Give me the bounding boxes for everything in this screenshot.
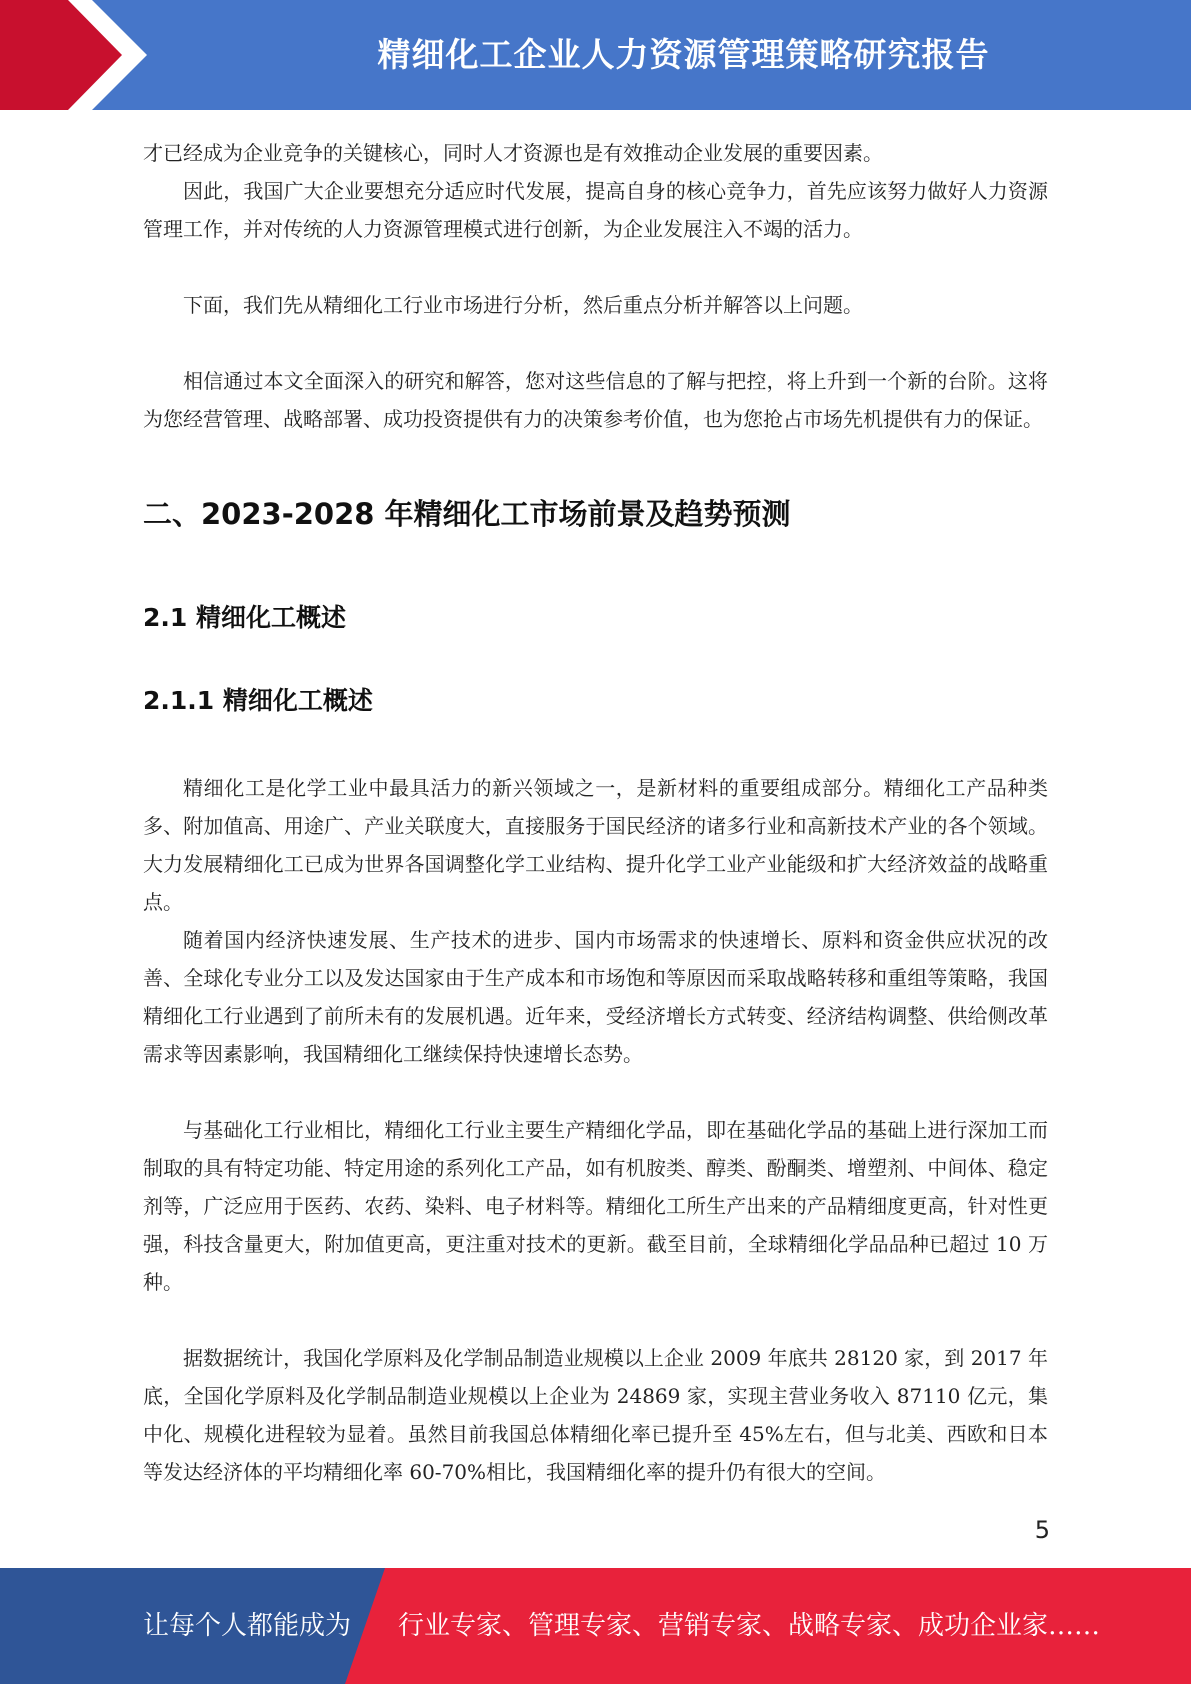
body-paragraph-4: 据数据统计，我国化学原料及化学制品制造业规模以上企业 2009 年底共 28120 家，到 2017 年底，全国化学原料及化学制品制造业规模以上企业为 24869 家，实现主营业务收入 87110 亿元，集中化、规模化进程较为显着。虽然目前我国总体精细化率已提升至 45%左右，但与北美、西欧和日本等发达经济体的平均精细化率 60-70%相比，我国精细化率的提升仍有很大的空间。 [143, 1346, 1048, 1484]
intro-paragraph-4: 相信通过本文全面深入的研究和解答，您对这些信息的了解与把控，将上升到一个新的台阶。这将为您经营管理、战略部署、成功投资提供有力的决策参考价值，也为您抢占市场先机提供有力的保证。 [143, 369, 1048, 431]
intro-paragraph-2: 因此，我国广大企业要想充分适应时代发展，提高自身的核心竞争力，首先应该努力做好人力资源管理工作，并对传统的人力资源管理模式进行创新，为企业发展注入不竭的活力。 [143, 179, 1048, 241]
body-paragraph-1: 精细化工是化学工业中最具活力的新兴领域之一，是新材料的重要组成部分。精细化工产品种类多、附加值高、用途广、产业关联度大，直接服务于国民经济的诸多行业和高新技术产业的各个领域。大力发展精细化工已成为世界各国调整化学工业结构、提升化学工业产业能级和扩大经济效益的战略重点。 [143, 776, 1048, 914]
intro-paragraph-3: 下面，我们先从精细化工行业市场进行分析，然后重点分析并解答以上问题。 [183, 293, 863, 317]
subsubsection-heading: 2.1.1 精细化工概述 [143, 686, 373, 715]
page-content [143, 134, 1048, 1491]
subsection-heading: 2.1 精细化工概述 [143, 603, 346, 632]
footer-slogan-right: 行业专家、管理专家、营销专家、战略专家、成功企业家…… [398, 1611, 1101, 1641]
page-footer [0, 1568, 1191, 1684]
page-header [0, 0, 1191, 110]
page-number: 5 [1034, 1516, 1050, 1544]
report-title: 精细化工企业人力资源管理策略研究报告 [377, 35, 990, 74]
footer-slogan-left: 让每个人都能成为 [143, 1611, 352, 1641]
body-paragraph-2: 随着国内经济快速发展、生产技术的进步、国内市场需求的快速增长、原料和资金供应状况的改善、全球化专业分工以及发达国家由于生产成本和市场饱和等原因而采取战略转移和重组等策略，我国精细化工行业遇到了前所未有的发展机遇。近年来，受经济增长方式转变、经济结构调整、供给侧改革需求等因素影响，我国精细化工继续保持快速增长态势。 [143, 928, 1048, 1066]
section-heading: 二、2023-2028 年精细化工市场前景及趋势预测 [143, 497, 791, 531]
body-paragraph-3: 与基础化工行业相比，精细化工行业主要生产精细化学品，即在基础化学品的基础上进行深加工而制取的具有特定功能、特定用途的系列化工产品，如有机胺类、醇类、酚酮类、增塑剂、中间体、稳定剂等，广泛应用于医药、农药、染料、电子材料等。精细化工所生产出来的产品精细度更高，针对性更强，科技含量更大，附加值更高，更注重对技术的更新。截至目前，全球精细化学品品种已超过 10 万种。 [143, 1118, 1048, 1294]
header-arrow-icon [0, 0, 160, 110]
intro-paragraph-1: 才已经成为企业竞争的关键核心，同时人才资源也是有效推动企业发展的重要因素。 [143, 141, 883, 165]
